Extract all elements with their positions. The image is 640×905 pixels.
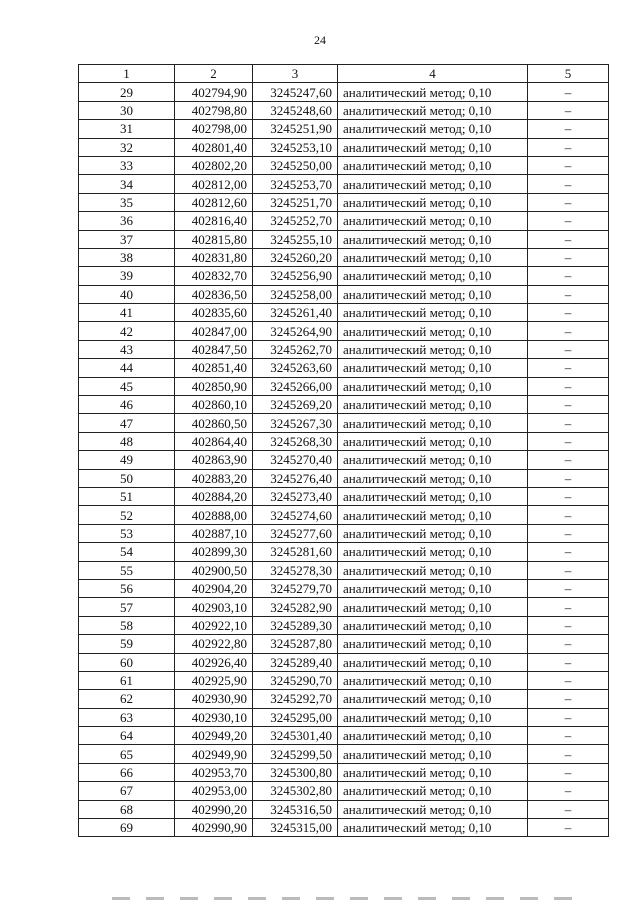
- y-coordinate-cell: 3245300,80: [253, 763, 338, 781]
- method-accuracy-cell: аналитический метод; 0,10: [338, 598, 528, 616]
- y-coordinate-cell: 3245261,40: [253, 304, 338, 322]
- y-coordinate-cell: 3245260,20: [253, 248, 338, 266]
- method-accuracy-cell: аналитический метод; 0,10: [338, 671, 528, 689]
- note-cell: –: [528, 543, 609, 561]
- y-coordinate-cell: 3245279,70: [253, 579, 338, 597]
- y-coordinate-cell: 3245277,60: [253, 524, 338, 542]
- point-number-cell: 30: [79, 101, 175, 119]
- point-number-cell: 63: [79, 708, 175, 726]
- table-row: [79, 377, 609, 395]
- note-cell: –: [528, 690, 609, 708]
- table-row: [79, 469, 609, 487]
- point-number-cell: 36: [79, 212, 175, 230]
- point-number-cell: 42: [79, 322, 175, 340]
- x-coordinate-cell: 402922,80: [175, 635, 253, 653]
- method-accuracy-cell: аналитический метод; 0,10: [338, 156, 528, 174]
- x-coordinate-cell: 402815,80: [175, 230, 253, 248]
- point-number-cell: 46: [79, 396, 175, 414]
- point-number-cell: 44: [79, 359, 175, 377]
- page-number: 24: [314, 33, 326, 47]
- table-row: [79, 359, 609, 377]
- note-cell: –: [528, 175, 609, 193]
- x-coordinate-cell: 402802,20: [175, 156, 253, 174]
- x-coordinate-cell: 402847,00: [175, 322, 253, 340]
- method-accuracy-cell: аналитический метод; 0,10: [338, 524, 528, 542]
- column-header-1: 1: [79, 65, 175, 83]
- table-row: [79, 175, 609, 193]
- y-coordinate-cell: 3245301,40: [253, 727, 338, 745]
- y-coordinate-cell: 3245290,70: [253, 671, 338, 689]
- x-coordinate-cell: 402801,40: [175, 138, 253, 156]
- table-row: [79, 101, 609, 119]
- table-row: [79, 487, 609, 505]
- note-cell: –: [528, 469, 609, 487]
- method-accuracy-cell: аналитический метод; 0,10: [338, 727, 528, 745]
- table-row: [79, 616, 609, 634]
- y-coordinate-cell: 3245292,70: [253, 690, 338, 708]
- method-accuracy-cell: аналитический метод; 0,10: [338, 212, 528, 230]
- table-row: [79, 120, 609, 138]
- table-row: [79, 285, 609, 303]
- note-cell: –: [528, 524, 609, 542]
- note-cell: –: [528, 653, 609, 671]
- x-coordinate-cell: 402883,20: [175, 469, 253, 487]
- point-number-cell: 66: [79, 763, 175, 781]
- note-cell: –: [528, 230, 609, 248]
- table-row: [79, 800, 609, 818]
- x-coordinate-cell: 402798,00: [175, 120, 253, 138]
- y-coordinate-cell: 3245255,10: [253, 230, 338, 248]
- x-coordinate-cell: 402953,00: [175, 782, 253, 800]
- y-coordinate-cell: 3245282,90: [253, 598, 338, 616]
- method-accuracy-cell: аналитический метод; 0,10: [338, 745, 528, 763]
- note-cell: –: [528, 359, 609, 377]
- y-coordinate-cell: 3245270,40: [253, 451, 338, 469]
- x-coordinate-cell: 402930,90: [175, 690, 253, 708]
- table-row: [79, 579, 609, 597]
- x-coordinate-cell: 402899,30: [175, 543, 253, 561]
- note-cell: –: [528, 745, 609, 763]
- x-coordinate-cell: 402850,90: [175, 377, 253, 395]
- note-cell: –: [528, 451, 609, 469]
- table-row: [79, 561, 609, 579]
- table-row: [79, 83, 609, 101]
- note-cell: –: [528, 193, 609, 211]
- point-number-cell: 60: [79, 653, 175, 671]
- y-coordinate-cell: 3245266,00: [253, 377, 338, 395]
- note-cell: –: [528, 800, 609, 818]
- point-number-cell: 32: [79, 138, 175, 156]
- point-number-cell: 62: [79, 690, 175, 708]
- y-coordinate-cell: 3245287,80: [253, 635, 338, 653]
- x-coordinate-cell: 402922,10: [175, 616, 253, 634]
- point-number-cell: 34: [79, 175, 175, 193]
- note-cell: –: [528, 671, 609, 689]
- table-row: [79, 414, 609, 432]
- point-number-cell: 65: [79, 745, 175, 763]
- table-row: [79, 635, 609, 653]
- point-number-cell: 39: [79, 267, 175, 285]
- point-number-cell: 64: [79, 727, 175, 745]
- note-cell: –: [528, 83, 609, 101]
- table-row: [79, 524, 609, 542]
- note-cell: –: [528, 322, 609, 340]
- x-coordinate-cell: 402903,10: [175, 598, 253, 616]
- method-accuracy-cell: аналитический метод; 0,10: [338, 193, 528, 211]
- note-cell: –: [528, 267, 609, 285]
- point-number-cell: 69: [79, 819, 175, 837]
- note-cell: –: [528, 285, 609, 303]
- point-number-cell: 47: [79, 414, 175, 432]
- note-cell: –: [528, 340, 609, 358]
- y-coordinate-cell: 3245299,50: [253, 745, 338, 763]
- y-coordinate-cell: 3245278,30: [253, 561, 338, 579]
- x-coordinate-cell: 402798,80: [175, 101, 253, 119]
- y-coordinate-cell: 3245289,40: [253, 653, 338, 671]
- x-coordinate-cell: 402926,40: [175, 653, 253, 671]
- y-coordinate-cell: 3245250,00: [253, 156, 338, 174]
- note-cell: –: [528, 708, 609, 726]
- x-coordinate-cell: 402990,20: [175, 800, 253, 818]
- y-coordinate-cell: 3245253,70: [253, 175, 338, 193]
- note-cell: –: [528, 212, 609, 230]
- column-header-2: 2: [175, 65, 253, 83]
- point-number-cell: 57: [79, 598, 175, 616]
- y-coordinate-cell: 3245269,20: [253, 396, 338, 414]
- method-accuracy-cell: аналитический метод; 0,10: [338, 138, 528, 156]
- method-accuracy-cell: аналитический метод; 0,10: [338, 414, 528, 432]
- table-row: [79, 819, 609, 837]
- table-row: [79, 690, 609, 708]
- table-row: [79, 506, 609, 524]
- table-row: [79, 322, 609, 340]
- method-accuracy-cell: аналитический метод; 0,10: [338, 267, 528, 285]
- y-coordinate-cell: 3245252,70: [253, 212, 338, 230]
- table-row: [79, 543, 609, 561]
- method-accuracy-cell: аналитический метод; 0,10: [338, 708, 528, 726]
- x-coordinate-cell: 402953,70: [175, 763, 253, 781]
- y-coordinate-cell: 3245258,00: [253, 285, 338, 303]
- point-number-cell: 68: [79, 800, 175, 818]
- point-number-cell: 51: [79, 487, 175, 505]
- method-accuracy-cell: аналитический метод; 0,10: [338, 543, 528, 561]
- y-coordinate-cell: 3245316,50: [253, 800, 338, 818]
- y-coordinate-cell: 3245248,60: [253, 101, 338, 119]
- note-cell: –: [528, 101, 609, 119]
- x-coordinate-cell: 402832,70: [175, 267, 253, 285]
- x-coordinate-cell: 402812,60: [175, 193, 253, 211]
- method-accuracy-cell: аналитический метод; 0,10: [338, 469, 528, 487]
- table-row: [79, 212, 609, 230]
- method-accuracy-cell: аналитический метод; 0,10: [338, 432, 528, 450]
- x-coordinate-cell: 402990,90: [175, 819, 253, 837]
- point-number-cell: 56: [79, 579, 175, 597]
- note-cell: –: [528, 635, 609, 653]
- table-row: [79, 248, 609, 266]
- x-coordinate-cell: 402816,40: [175, 212, 253, 230]
- point-number-cell: 40: [79, 285, 175, 303]
- point-number-cell: 61: [79, 671, 175, 689]
- y-coordinate-cell: 3245253,10: [253, 138, 338, 156]
- y-coordinate-cell: 3245274,60: [253, 506, 338, 524]
- method-accuracy-cell: аналитический метод; 0,10: [338, 285, 528, 303]
- column-header-4: 4: [338, 65, 528, 83]
- method-accuracy-cell: аналитический метод; 0,10: [338, 451, 528, 469]
- x-coordinate-cell: 402812,00: [175, 175, 253, 193]
- y-coordinate-cell: 3245273,40: [253, 487, 338, 505]
- table-row: [79, 671, 609, 689]
- method-accuracy-cell: аналитический метод; 0,10: [338, 396, 528, 414]
- method-accuracy-cell: аналитический метод; 0,10: [338, 487, 528, 505]
- x-coordinate-cell: 402794,90: [175, 83, 253, 101]
- note-cell: –: [528, 432, 609, 450]
- point-number-cell: 38: [79, 248, 175, 266]
- point-number-cell: 54: [79, 543, 175, 561]
- note-cell: –: [528, 763, 609, 781]
- y-coordinate-cell: 3245251,90: [253, 120, 338, 138]
- y-coordinate-cell: 3245295,00: [253, 708, 338, 726]
- method-accuracy-cell: аналитический метод; 0,10: [338, 377, 528, 395]
- method-accuracy-cell: аналитический метод; 0,10: [338, 101, 528, 119]
- point-number-cell: 29: [79, 83, 175, 101]
- note-cell: –: [528, 487, 609, 505]
- point-number-cell: 33: [79, 156, 175, 174]
- x-coordinate-cell: 402949,20: [175, 727, 253, 745]
- y-coordinate-cell: 3245262,70: [253, 340, 338, 358]
- method-accuracy-cell: аналитический метод; 0,10: [338, 230, 528, 248]
- x-coordinate-cell: 402851,40: [175, 359, 253, 377]
- table-row: [79, 193, 609, 211]
- x-coordinate-cell: 402930,10: [175, 708, 253, 726]
- note-cell: –: [528, 120, 609, 138]
- y-coordinate-cell: 3245263,60: [253, 359, 338, 377]
- note-cell: –: [528, 156, 609, 174]
- point-number-cell: 58: [79, 616, 175, 634]
- method-accuracy-cell: аналитический метод; 0,10: [338, 175, 528, 193]
- column-header-5: 5: [528, 65, 609, 83]
- y-coordinate-cell: 3245276,40: [253, 469, 338, 487]
- x-coordinate-cell: 402900,50: [175, 561, 253, 579]
- note-cell: –: [528, 248, 609, 266]
- table-row: [79, 304, 609, 322]
- point-number-cell: 37: [79, 230, 175, 248]
- y-coordinate-cell: 3245267,30: [253, 414, 338, 432]
- note-cell: –: [528, 616, 609, 634]
- x-coordinate-cell: 402864,40: [175, 432, 253, 450]
- point-number-cell: 52: [79, 506, 175, 524]
- table-row: [79, 708, 609, 726]
- method-accuracy-cell: аналитический метод; 0,10: [338, 359, 528, 377]
- note-cell: –: [528, 579, 609, 597]
- point-number-cell: 48: [79, 432, 175, 450]
- table-header-row: [79, 65, 609, 83]
- table-row: [79, 745, 609, 763]
- method-accuracy-cell: аналитический метод; 0,10: [338, 248, 528, 266]
- y-coordinate-cell: 3245247,60: [253, 83, 338, 101]
- x-coordinate-cell: 402831,80: [175, 248, 253, 266]
- x-coordinate-cell: 402884,20: [175, 487, 253, 505]
- method-accuracy-cell: аналитический метод; 0,10: [338, 782, 528, 800]
- method-accuracy-cell: аналитический метод; 0,10: [338, 506, 528, 524]
- note-cell: –: [528, 396, 609, 414]
- table-row: [79, 138, 609, 156]
- coordinates-table: [78, 64, 609, 837]
- note-cell: –: [528, 304, 609, 322]
- x-coordinate-cell: 402904,20: [175, 579, 253, 597]
- method-accuracy-cell: аналитический метод; 0,10: [338, 322, 528, 340]
- point-number-cell: 50: [79, 469, 175, 487]
- x-coordinate-cell: 402863,90: [175, 451, 253, 469]
- note-cell: –: [528, 727, 609, 745]
- table-row: [79, 653, 609, 671]
- method-accuracy-cell: аналитический метод; 0,10: [338, 819, 528, 837]
- method-accuracy-cell: аналитический метод; 0,10: [338, 690, 528, 708]
- y-coordinate-cell: 3245264,90: [253, 322, 338, 340]
- x-coordinate-cell: 402836,50: [175, 285, 253, 303]
- table-body: [79, 83, 609, 837]
- note-cell: –: [528, 598, 609, 616]
- method-accuracy-cell: аналитический метод; 0,10: [338, 763, 528, 781]
- table-row: [79, 727, 609, 745]
- x-coordinate-cell: 402860,10: [175, 396, 253, 414]
- point-number-cell: 45: [79, 377, 175, 395]
- method-accuracy-cell: аналитический метод; 0,10: [338, 800, 528, 818]
- method-accuracy-cell: аналитический метод; 0,10: [338, 616, 528, 634]
- table-row: [79, 267, 609, 285]
- point-number-cell: 67: [79, 782, 175, 800]
- table-row: [79, 156, 609, 174]
- y-coordinate-cell: 3245251,70: [253, 193, 338, 211]
- method-accuracy-cell: аналитический метод; 0,10: [338, 653, 528, 671]
- y-coordinate-cell: 3245302,80: [253, 782, 338, 800]
- method-accuracy-cell: аналитический метод; 0,10: [338, 120, 528, 138]
- method-accuracy-cell: аналитический метод; 0,10: [338, 635, 528, 653]
- method-accuracy-cell: аналитический метод; 0,10: [338, 579, 528, 597]
- note-cell: –: [528, 506, 609, 524]
- y-coordinate-cell: 3245315,00: [253, 819, 338, 837]
- method-accuracy-cell: аналитический метод; 0,10: [338, 83, 528, 101]
- x-coordinate-cell: 402860,50: [175, 414, 253, 432]
- y-coordinate-cell: 3245256,90: [253, 267, 338, 285]
- y-coordinate-cell: 3245281,60: [253, 543, 338, 561]
- column-header-3: 3: [253, 65, 338, 83]
- table-row: [79, 230, 609, 248]
- note-cell: –: [528, 782, 609, 800]
- point-number-cell: 49: [79, 451, 175, 469]
- x-coordinate-cell: 402847,50: [175, 340, 253, 358]
- point-number-cell: 59: [79, 635, 175, 653]
- note-cell: –: [528, 561, 609, 579]
- table-row: [79, 598, 609, 616]
- point-number-cell: 55: [79, 561, 175, 579]
- x-coordinate-cell: 402949,90: [175, 745, 253, 763]
- table-row: [79, 763, 609, 781]
- point-number-cell: 41: [79, 304, 175, 322]
- cut-off-footer-text: [112, 897, 582, 900]
- x-coordinate-cell: 402888,00: [175, 506, 253, 524]
- table-row: [79, 451, 609, 469]
- y-coordinate-cell: 3245268,30: [253, 432, 338, 450]
- point-number-cell: 53: [79, 524, 175, 542]
- note-cell: –: [528, 377, 609, 395]
- method-accuracy-cell: аналитический метод; 0,10: [338, 304, 528, 322]
- x-coordinate-cell: 402835,60: [175, 304, 253, 322]
- note-cell: –: [528, 138, 609, 156]
- point-number-cell: 43: [79, 340, 175, 358]
- table-row: [79, 340, 609, 358]
- point-number-cell: 35: [79, 193, 175, 211]
- note-cell: –: [528, 414, 609, 432]
- table-row: [79, 432, 609, 450]
- note-cell: –: [528, 819, 609, 837]
- x-coordinate-cell: 402887,10: [175, 524, 253, 542]
- point-number-cell: 31: [79, 120, 175, 138]
- table-row: [79, 396, 609, 414]
- method-accuracy-cell: аналитический метод; 0,10: [338, 561, 528, 579]
- x-coordinate-cell: 402925,90: [175, 671, 253, 689]
- y-coordinate-cell: 3245289,30: [253, 616, 338, 634]
- table-row: [79, 782, 609, 800]
- method-accuracy-cell: аналитический метод; 0,10: [338, 340, 528, 358]
